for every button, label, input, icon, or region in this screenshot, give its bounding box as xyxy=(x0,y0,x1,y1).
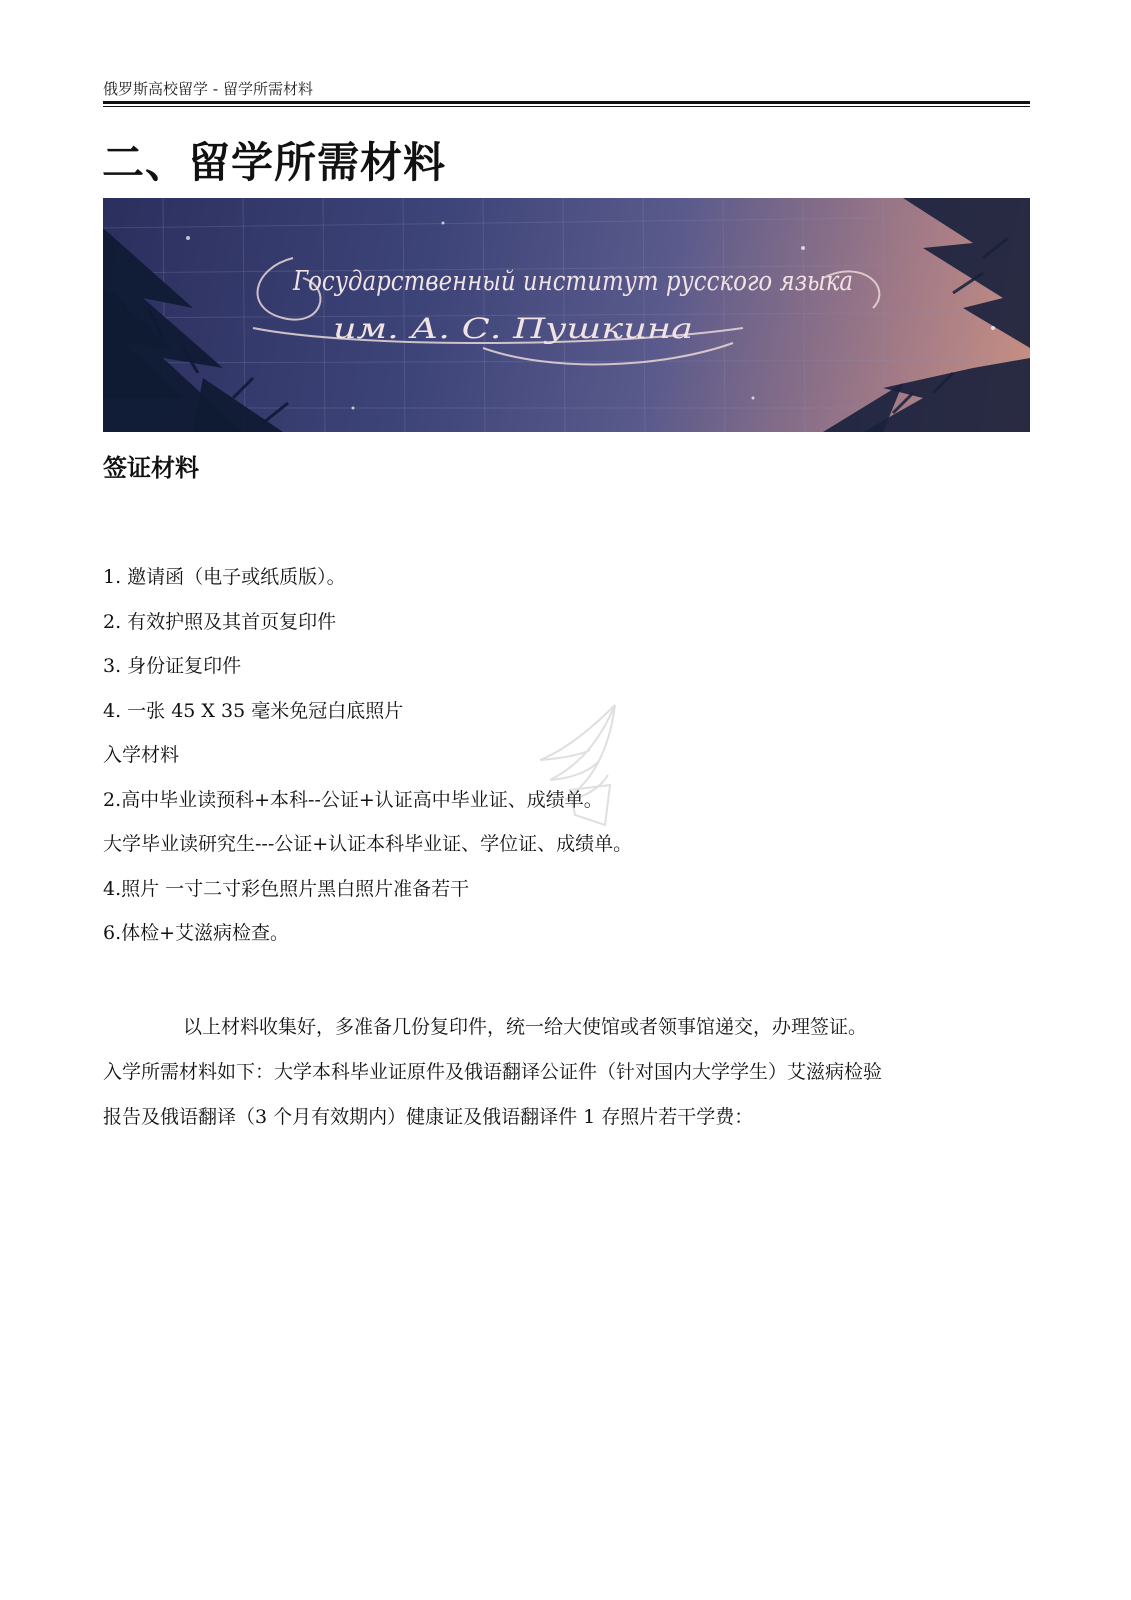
summary-paragraph xyxy=(103,1005,1033,1140)
summary-line: 报告及俄语翻译（3 个月有效期内）健康证及俄语翻译件 1 存照片若干学费： xyxy=(103,1106,754,1128)
section-title: 二、留学所需材料 xyxy=(102,138,447,187)
list-item: 入学材料 xyxy=(103,744,180,766)
header-rule-thin xyxy=(103,106,1030,107)
list-item: 大学毕业读研究生---公证+认证本科毕业证、学位证、成绩单。 xyxy=(103,833,633,855)
banner-script-line1: Государственный институт русского языка xyxy=(292,266,853,297)
visa-heading: 签证材料 xyxy=(103,454,199,482)
list-item: 2.高中毕业读预科+本科--公证+认证高中毕业证、成绩单。 xyxy=(103,788,603,811)
list-item: 6.体检+艾滋病检查。 xyxy=(103,922,290,944)
list-item: 3. 身份证复印件 xyxy=(103,655,242,677)
wing-watermark-icon xyxy=(520,700,640,830)
banner-image xyxy=(103,198,1030,432)
summary-line: 以上材料收集好，多准备几份复印件，统一给大使馆或者领事馆递交，办理签证。 xyxy=(183,1016,868,1038)
running-header: 俄罗斯高校留学 - 留学所需材料 xyxy=(103,80,313,98)
list-item: 2. 有效护照及其首页复印件 xyxy=(103,610,337,633)
list-item: 4. 一张 45 X 35 毫米免冠白底照片 xyxy=(103,699,404,722)
summary-line: 入学所需材料如下：大学本科毕业证原件及俄语翻译公证件（针对国内大学学生）艾滋病检验 xyxy=(103,1061,883,1083)
list-item: 4.照片 一寸二寸彩色照片黑白照片准备若干 xyxy=(103,877,470,900)
header-rule xyxy=(103,101,1030,104)
list-item: 1. 邀请函（电子或纸质版）。 xyxy=(103,566,346,588)
banner-script-line2: им. А. С. Пушкина xyxy=(333,312,693,345)
